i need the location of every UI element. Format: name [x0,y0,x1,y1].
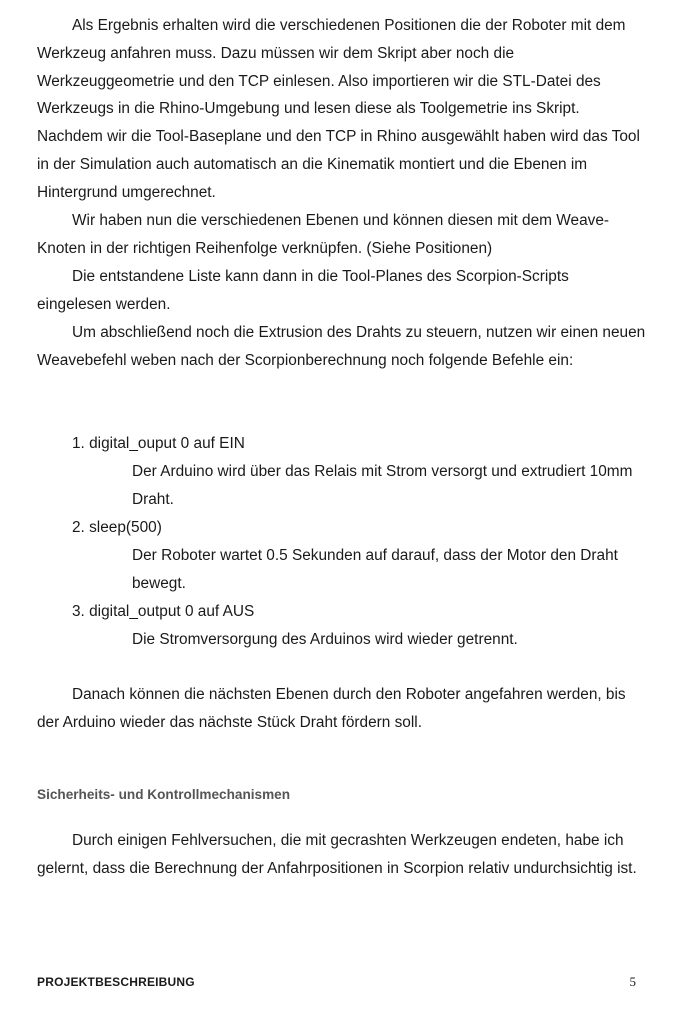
list-item-label: 2. sleep(500) [72,519,162,536]
list-item-label: 1. digital_ouput 0 auf EIN [72,435,245,452]
list-item-description: Der Arduino wird über das Relais mit Strom versorgt und extrudiert 10mm Draht. [132,463,633,508]
paragraph-extrusion: Um abschließend noch die Extrusion des Drahts zu steuern, nutzen wir einen neuen Weavebefehl weben nach der Scorpionberechnung noch folgende Befehle ein: [37,324,646,369]
list-item-description: Die Stromversorgung des Arduinos wird wieder getrennt. [132,631,518,648]
list-item-description: Der Roboter wartet 0.5 Sekunden auf darauf, dass der Motor den Draht bewegt. [132,547,618,592]
paragraph-safety: Durch einigen Fehlversuchen, die mit gecrashten Werkzeugen endeten, habe ich gelernt, dass die Berechnung der Anfahrpositionen in Scorpion relativ undurchsichtig ist. [37,832,637,877]
paragraph-weave: Wir haben nun die verschiedenen Ebenen und können diesen mit dem Weave-Knoten in der richtigen Reihenfolge verknüpfen. (Siehe Positionen) [37,212,610,257]
paragraph-next-planes: Danach können die nächsten Ebenen durch den Roboter angefahren werden, bis der Arduino wieder das nächste Stück Draht fördern soll. [37,686,626,731]
list-item-label: 3. digital_output 0 auf AUS [72,603,255,620]
page-number: 5 [629,974,636,989]
paragraph-result: Als Ergebnis erhalten wird die verschiedenen Positionen die der Roboter mit dem Werkzeug anfahren muss. Dazu müssen wir dem Skript aber noch die Werkzeuggeometrie und den TCP einlesen. Also importieren wir die STL-Datei des Werkzeugs in die Rhino-Umgebung und lesen diese als Toolgemetrie ins Skript. Nachdem wir die Tool-Baseplane und den TCP in Rhino ausgewählt haben wird das Tool in der Simulation auch automatisch an die Kinematik montiert und die Ebenen im Hintergrund umgerechnet. [37,17,640,201]
footer-title: PROJEKTBESCHREIBUNG [37,975,195,989]
paragraph-list: Die entstandene Liste kann dann in die Tool-Planes des Scorpion-Scripts eingelesen werden. [37,268,569,313]
section-heading: Sicherheits- und Kontrollmechanismen [37,787,291,802]
